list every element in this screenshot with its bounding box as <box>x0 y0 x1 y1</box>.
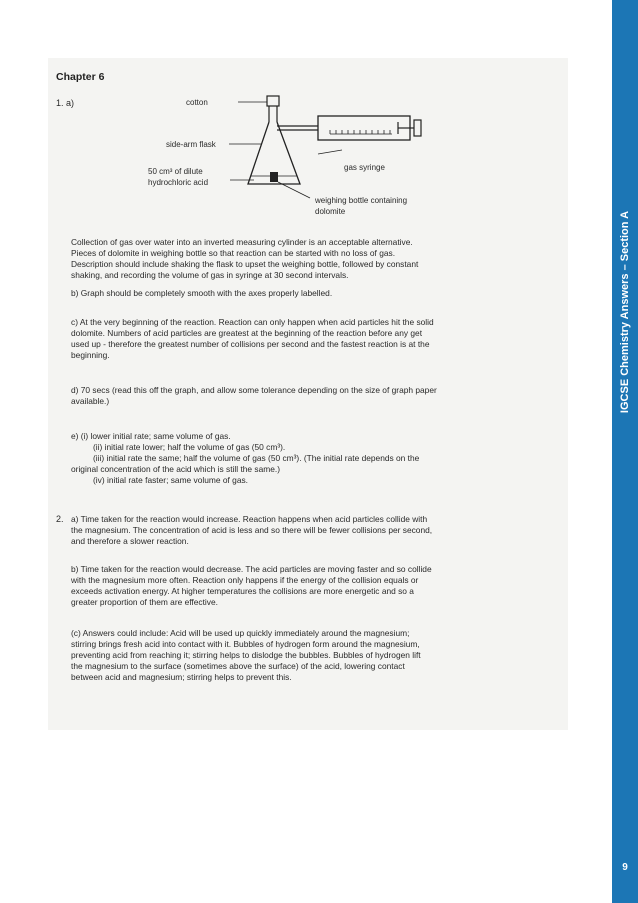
label-acid-line2: hydrochloric acid <box>148 178 209 187</box>
chapter-heading: Chapter 6 <box>56 71 105 83</box>
label-cotton: cotton <box>186 98 208 107</box>
apparatus-diagram <box>130 92 460 222</box>
section-sidebar <box>612 0 638 903</box>
weighing-bottle <box>270 172 278 182</box>
label-gas-syringe: gas syringe <box>344 163 385 172</box>
section-label <box>612 0 638 903</box>
question-1-label: 1. a) <box>56 98 75 108</box>
section-label-text: IGCSE Chemistry Answers – Section A <box>619 210 631 414</box>
q2a-paragraph: a) Time taken for the reaction would increase. Reaction happens when acid particles collide with the magnesium. The concentration of acid is less and so there will be fewer collisions per second, and therefore a slower reaction. <box>71 514 433 546</box>
q2b-paragraph: b) Time taken for the reaction would decrease. The acid particles are moving faster and so collide with the magnesium more often. Reaction only happens if the energy of the collision equals or exceeds activation energy. At higher temperatures the collisions are more energetic and so a greater proportion of them are effective. <box>71 564 432 607</box>
q1a-paragraph: Collection of gas over water into an inverted measuring cylinder is an acceptable alternative. Pieces of dolomite in weighing bottle so that reaction can be started with no loss of gas. Description should include shaking the flask to upset the weighing bottle, followed by constant shaking, and recording the volume of gas in syringe at 30 second intervals. <box>71 237 419 280</box>
label-bottle-line2: dolomite <box>315 207 346 216</box>
q2c-paragraph: (c) Answers could include: Acid will be used up quickly immediately around the magnesium; stirring brings fresh acid into contact with it. Bubbles of hydrogen form around the magnesium, preventing acid from reaching it; stirring helps to dislodge the bubbles. Bubbles of hydrogen lift the magnesium to the surface (sometimes above the surface) of the acid, lowering contact between acid and magnesium; stirring helps to prevent this. <box>71 628 421 682</box>
syringe-handle <box>414 120 421 136</box>
q1e-paragraph: e) (i) lower initial rate; same volume of gas. (ii) initial rate lower; half the volume of gas (50 cm³). (iii) initial rate the same; half the volume of gas (50 cm³). (The initial rate depends on the original concentration of the acid which is still the same.) (iv) initial rate faster; same volume of gas. <box>71 431 420 485</box>
syringe-graduations <box>330 130 392 134</box>
cotton-plug <box>267 96 279 106</box>
label-side-arm-flask: side-arm flask <box>166 140 216 149</box>
page-number: 9 <box>622 862 628 873</box>
question-2-label: 2. <box>56 514 64 524</box>
q1c-paragraph: c) At the very beginning of the reaction. Reaction can only happen when acid particles hit the solid dolomite. Numbers of acid particles are greatest at the beginning of the reaction before any get used up - therefore the greatest number of collisions per second and the fastest reaction is at the beginning. <box>71 317 434 360</box>
q1d-paragraph: d) 70 secs (read this off the graph, and allow some tolerance depending on the size of graph paper available.) <box>71 385 437 406</box>
syringe-leader <box>318 150 342 154</box>
label-bottle-line1: weighing bottle containing <box>315 196 408 205</box>
q1b-paragraph: b) Graph should be completely smooth with the axes properly labelled. <box>71 288 333 298</box>
label-acid-line1: 50 cm³ of dilute <box>148 167 203 176</box>
syringe-barrel <box>318 116 410 140</box>
